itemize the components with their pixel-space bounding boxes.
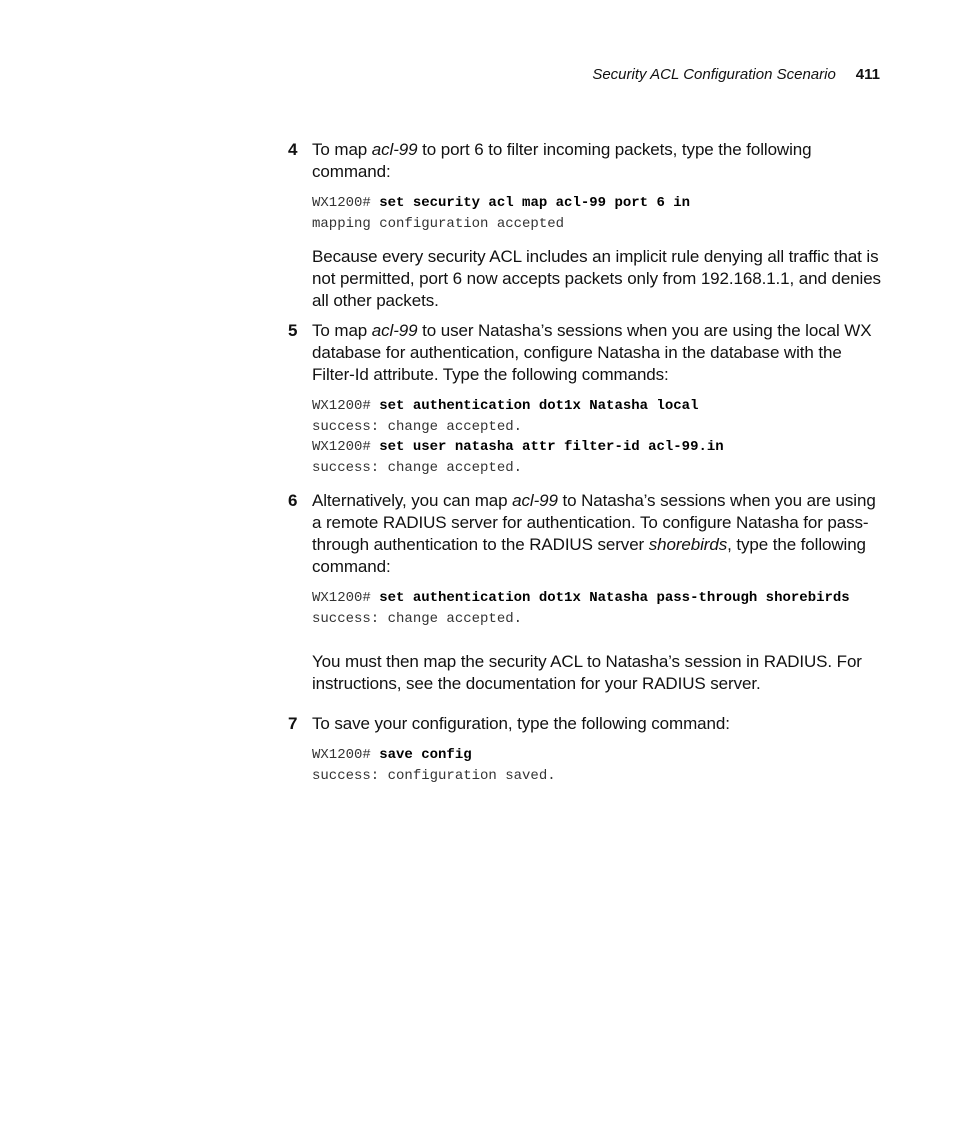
cli-command: save config [379,747,472,763]
page-header [592,66,880,83]
cli-command: set user natasha attr filter-id acl-99.in [379,439,724,455]
acl-name: acl-99 [512,491,558,510]
cli-command: set authentication dot1x Natasha local [379,398,699,414]
step-7 [288,713,888,786]
step-number: 7 [288,714,298,733]
acl-name: acl-99 [371,140,418,159]
code-block [312,745,888,786]
cli-command: set security acl map acl-99 port 6 in [379,195,691,211]
step-number: 4 [288,140,298,159]
cli-prompt: WX1200# [312,398,380,414]
step-number: 6 [288,491,298,510]
step-6 [288,490,888,695]
step-number: 5 [288,321,298,340]
cli-prompt: WX1200# [312,590,380,606]
step-4 [288,139,888,312]
step-instruction: To save your configuration, type the following command: [312,714,730,733]
cli-prompt: WX1200# [312,439,380,455]
radius-server-name: shorebirds [648,535,728,554]
cli-prompt: WX1200# [312,747,380,763]
step-5 [288,320,888,478]
cli-command: set authentication dot1x Natasha pass-through shorebirds [379,590,850,606]
cli-output: mapping configuration accepted [312,215,565,232]
step-instruction: Alternatively, you can map acl-99 to Natasha’s sessions when you are using a remote RADIUS server for authentication. To configure Natasha for pass-through authentication to the RADIUS server shorebirds, type the following command: [312,491,876,576]
code-block [312,588,888,629]
step-explanation: Because every security ACL includes an implicit rule denying all traffic that is not permitted, port 6 now accepts packets only from 192.168.1.1, and denies all other packets. [312,247,881,310]
step-instruction: To map acl-99 to port 6 to filter incoming packets, type the following command: [312,140,812,181]
page-body [288,139,888,798]
cli-output: success: change accepted. [312,459,523,476]
page-number: 411 [855,66,880,83]
running-section-title: Security ACL Configuration Scenario [592,66,836,83]
cli-prompt: WX1200# [312,195,380,211]
cli-output: success: configuration saved. [312,767,556,784]
step-instruction: To map acl-99 to user Natasha’s sessions when you are using the local WX database for authentication, configure Natasha in the database with the Filter-Id attribute. Type the following commands: [312,321,872,384]
acl-name: acl-99 [371,321,418,340]
step-explanation: You must then map the security ACL to Natasha’s session in RADIUS. For instructions, see the documentation for your RADIUS server. [312,652,862,693]
code-block [312,193,888,234]
cli-output: success: change accepted. [312,418,523,435]
cli-output: success: change accepted. [312,610,523,627]
code-block [312,396,888,478]
